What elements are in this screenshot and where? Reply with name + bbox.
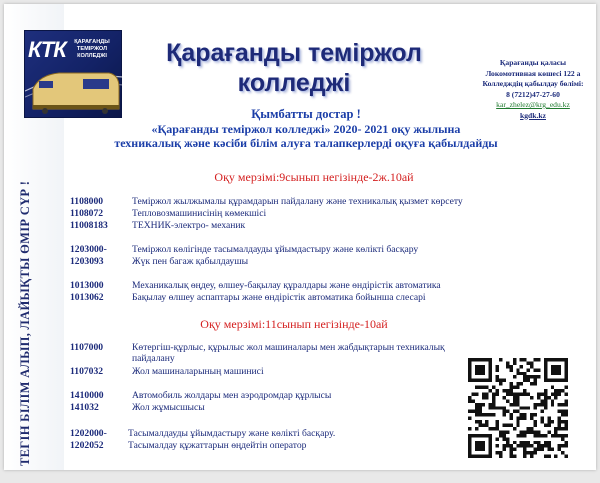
specialty-name: Теміржол жылжымалы құрамдарын пайдалану және техникалық қызмет көрсету xyxy=(132,196,463,207)
specialty-name: Жүк пен багаж қабылдаушы xyxy=(132,256,249,267)
specialty-name: Жол жұмысшысы xyxy=(132,402,205,413)
study-period-heading-1: Оқу мерзімі:9сынып негізінде-2ж.10ай xyxy=(214,170,414,184)
specialty-code: 1107032 xyxy=(70,366,104,377)
specialty-name: Тепловозмашинисінің көмекшісі xyxy=(132,208,267,219)
contact-office: Колледждің қабылдау бөлімі: xyxy=(482,79,584,88)
vertical-slogan: ТЕГІН БІЛІМ АЛЫП, ЛАЙЫҚТЫ ӨМІР СҮР ! xyxy=(18,180,32,466)
contact-street: Локомотивная көшесі 122 а xyxy=(485,68,581,78)
specialty-name: Автомобиль жолдары мен аэродромдар құрлысы xyxy=(132,390,332,401)
specialty-name: Механикалық өңдеу, өлшеу-бақылау құралдары және өндірістік автоматика xyxy=(132,280,441,291)
specialty-code: 1203093 xyxy=(70,256,104,267)
greeting-line-3: техникалық және кәсіби білім алуға талапкерлерді оқуға қабылдайды xyxy=(114,136,498,150)
specialty-code: 1013062 xyxy=(70,292,104,303)
contact-phone: 8 (7212)47-27-60 xyxy=(506,89,560,99)
qr-code-icon[interactable] xyxy=(468,358,568,458)
specialty-code: 1410000 xyxy=(70,390,104,401)
college-logo xyxy=(24,30,122,118)
poster-page xyxy=(4,4,596,470)
specialty-name: Тасымалдауды ұйымдастыру және көлікті басқару. xyxy=(128,428,336,439)
specialty-name: ТЕХНИК-электро- механик xyxy=(132,220,246,231)
specialty-code: 141032 xyxy=(70,402,99,413)
specialty-code: 1202000- xyxy=(70,428,107,439)
contact-email-link[interactable]: kar_zhelez@krg_edu.kz xyxy=(496,100,570,109)
specialty-name: Жол машиналарының машинисі xyxy=(132,366,264,377)
greeting-block xyxy=(96,107,516,150)
specialty-code: 1108072 xyxy=(70,208,104,219)
specialty-name: Тасымалдау құжаттарын өңдейтін оператор xyxy=(128,440,307,451)
specialty-code: 1013000 xyxy=(70,280,104,291)
page-title: Қарағанды теміржол колледжі xyxy=(166,39,422,97)
specialty-name: Теміржол көлігінде тасымалдауды ұйымдастыру және көлікті басқару xyxy=(132,244,419,255)
specialty-code: 1203000- xyxy=(70,244,107,255)
specialty-name: Бақылау өлшеу аспаптары және өндірістік автоматика бойынша слесарі xyxy=(132,292,426,303)
greeting-line-1: Қымбатты достар ! xyxy=(251,107,361,121)
logo-caption: ҚАРАҒАНДЫ ТЕМІРЖОЛ КОЛЛЕДЖІ xyxy=(74,39,110,59)
contact-website-link[interactable]: kgdk.kz xyxy=(520,110,546,120)
specialty-name: Көтергіш-құрлыс, құрылыс жол машиналары мен жабдықтарын техникалық пайдалану xyxy=(132,342,445,364)
logo-letters: КТК xyxy=(28,37,66,62)
specialty-code: 11008183 xyxy=(70,220,108,231)
specialty-code: 1202052 xyxy=(70,440,104,451)
greeting-line-2: «Қарағанды теміржол колледжі» 2020- 2021 оқу жылына xyxy=(151,122,461,136)
study-period-heading-2: Оқу мерзімі:11сынып негізінде-10ай xyxy=(200,317,388,331)
contact-city: Қарағанды қаласы xyxy=(499,58,567,67)
specialty-code: 1108000 xyxy=(70,196,104,207)
specialty-code: 1107000 xyxy=(70,342,104,353)
